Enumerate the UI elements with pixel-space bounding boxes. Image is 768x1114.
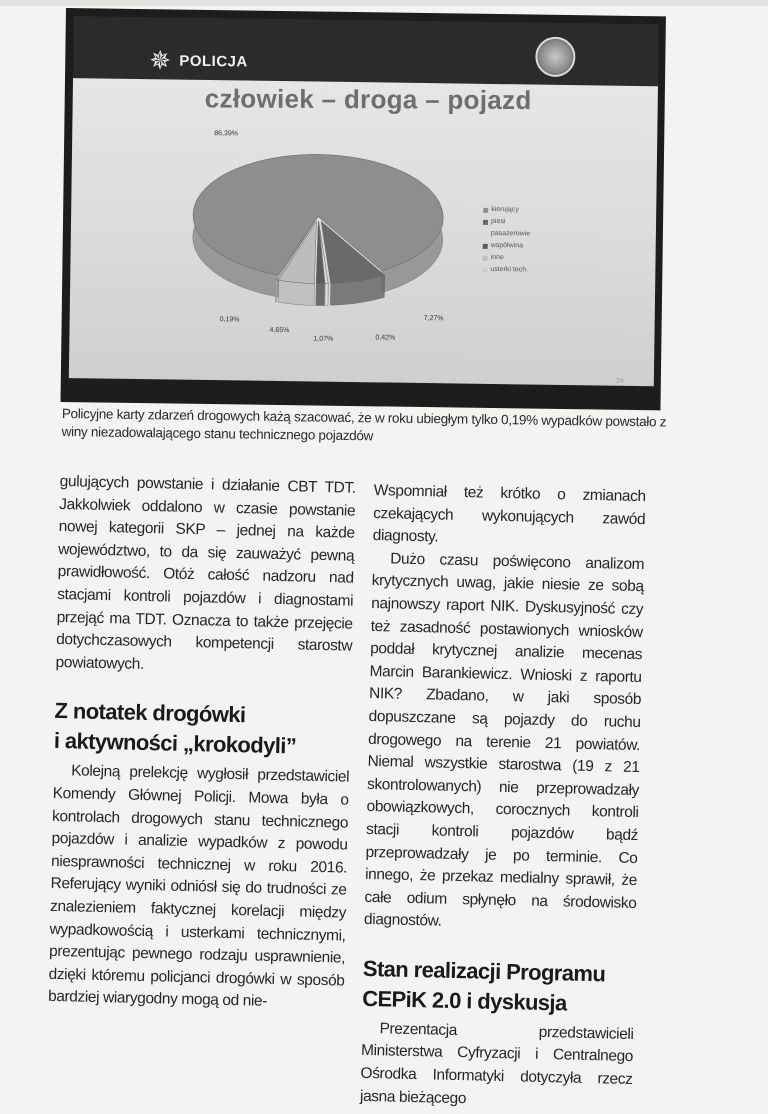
section-heading	[54, 696, 351, 763]
paragraph: Kolejną prelekcję wygłosił przedstawiciel Komendy Głównej Policji. Mowa była o kontrolach drogowych stanu technicznego pojazdów i analizie wypadków z powodu niesprawności technicznej w roku 2016. Referujący wyniki odniósł się do trudności ze znalezieniem faktycznej korelacji między wypadkowością i usterkami technicznymi, prezentując pewnego rodzaju usprawnienie, dzięki któremu policjanci drogówki w sposób bardziej wiarygodny mogą od nie-	[47, 762, 350, 1011]
data-label-piesi: 7,27%	[423, 315, 444, 323]
heading-line: i aktywności „krokodyli”	[53, 728, 297, 759]
pie-slice-side	[275, 280, 277, 302]
data-label-pasazerowie: 0,42%	[375, 334, 396, 342]
pie-slice-side	[316, 283, 325, 305]
legend-item	[483, 216, 530, 229]
legend-item	[483, 228, 530, 241]
paragraph: gulujących powstanie i działanie CBT TDT. Jakkolwiek oddalono w czasie powstanie nowej kategorii SKP – jednej na każde województwo, to da się zauważyć pewną prawidłowość. Otóż całość nadzoru nad stacjami kontroli pojazdów i diagnostami przejąć ma TDT. Oznacza to także przejęcie dotychczasowych kompetencji starostw powiatowych.	[55, 472, 356, 673]
left-column	[48, 471, 356, 1015]
legend-swatch	[483, 207, 488, 212]
pie-slice-side	[278, 280, 314, 305]
data-label-wspolwina: 1,07%	[313, 335, 334, 343]
chart-legend	[482, 204, 530, 277]
paragraph: Prezentacja przedstawicieli Ministerstwa Cyfryzacji i Centralnego Ośrodka Informatyki dotyczyła rzecz jasna bieżącego	[359, 1020, 634, 1107]
legend-item	[483, 204, 530, 217]
legend-label: piesi	[491, 217, 506, 226]
legend-item	[482, 252, 529, 265]
heading-line: CEPiK 2.0 i dyskusja	[361, 985, 567, 1016]
legend-swatch	[483, 243, 488, 248]
slide-title: człowiek – droga – pojazd	[204, 83, 532, 116]
legend-item	[483, 240, 530, 253]
section-heading	[362, 954, 635, 1020]
slide-number: 24	[615, 377, 624, 385]
legend-label: kierujący	[491, 205, 519, 214]
legend-label: pasażerowie	[490, 229, 531, 238]
legend-swatch	[483, 255, 488, 260]
legend-label: współwina	[490, 241, 524, 250]
photo-caption: Policyjne karty zdarzeń drogowych każą szacować, że w roku ubiegłym tylko 0,19% wypadków powstało z winy niezadowalającego stanu technicznego pojazdów	[61, 405, 667, 444]
slide-photo	[60, 8, 665, 410]
pie-slice-side	[325, 283, 329, 305]
paragraph: Wspomniał też krótko o zmianach czekających wykonujących zawód diagnosty.	[372, 481, 646, 546]
legend-swatch	[482, 267, 487, 272]
page-top-edge	[0, 0, 768, 6]
police-star-icon: ✵	[149, 45, 172, 76]
paragraph: Dużo czasu poświęcono analizom krytycznych uwag, jakie niesie ze sobą najnowszy raport NIK. Dyskusyjność czy też zasadność postawionych wniosków poddał krytycznej analizie mecenas Marcin Barankiewicz. Wnioski z raportu NIK? Zbadano, w jaki sposób dopuszczane są pojazdy do ruchu drogowego na terenie 21 powiatów. Niemal wszystkie starostwa (19 z 21 skontrolowanych) nie przeprowadzały obowiązkowych, corocznych kontroli stacji kontroli pojazdów bądź przeprowadzały je po terminie. Co innego, że przekaz medialny sprawił, że całe odium spłynęło na środowisko diagnostów.	[363, 550, 645, 930]
legend-item	[482, 264, 529, 277]
data-label-inne: 4,65%	[269, 326, 290, 335]
police-brand: POLICJA	[179, 52, 248, 71]
legend-swatch	[483, 219, 488, 224]
right-column	[360, 480, 646, 1114]
pie-chart	[181, 120, 484, 364]
legend-label: usterki tech.	[490, 265, 529, 274]
heading-line: Stan realizacji Programu	[362, 955, 606, 987]
legend-swatch	[483, 231, 488, 236]
legend-label: inne	[490, 253, 504, 262]
data-label-usterki: 0,19%	[219, 316, 240, 324]
pie-group	[192, 153, 444, 307]
heading-line: Z notatek drogówki	[54, 698, 246, 728]
data-label-kierujacy: 86,39%	[214, 130, 239, 138]
